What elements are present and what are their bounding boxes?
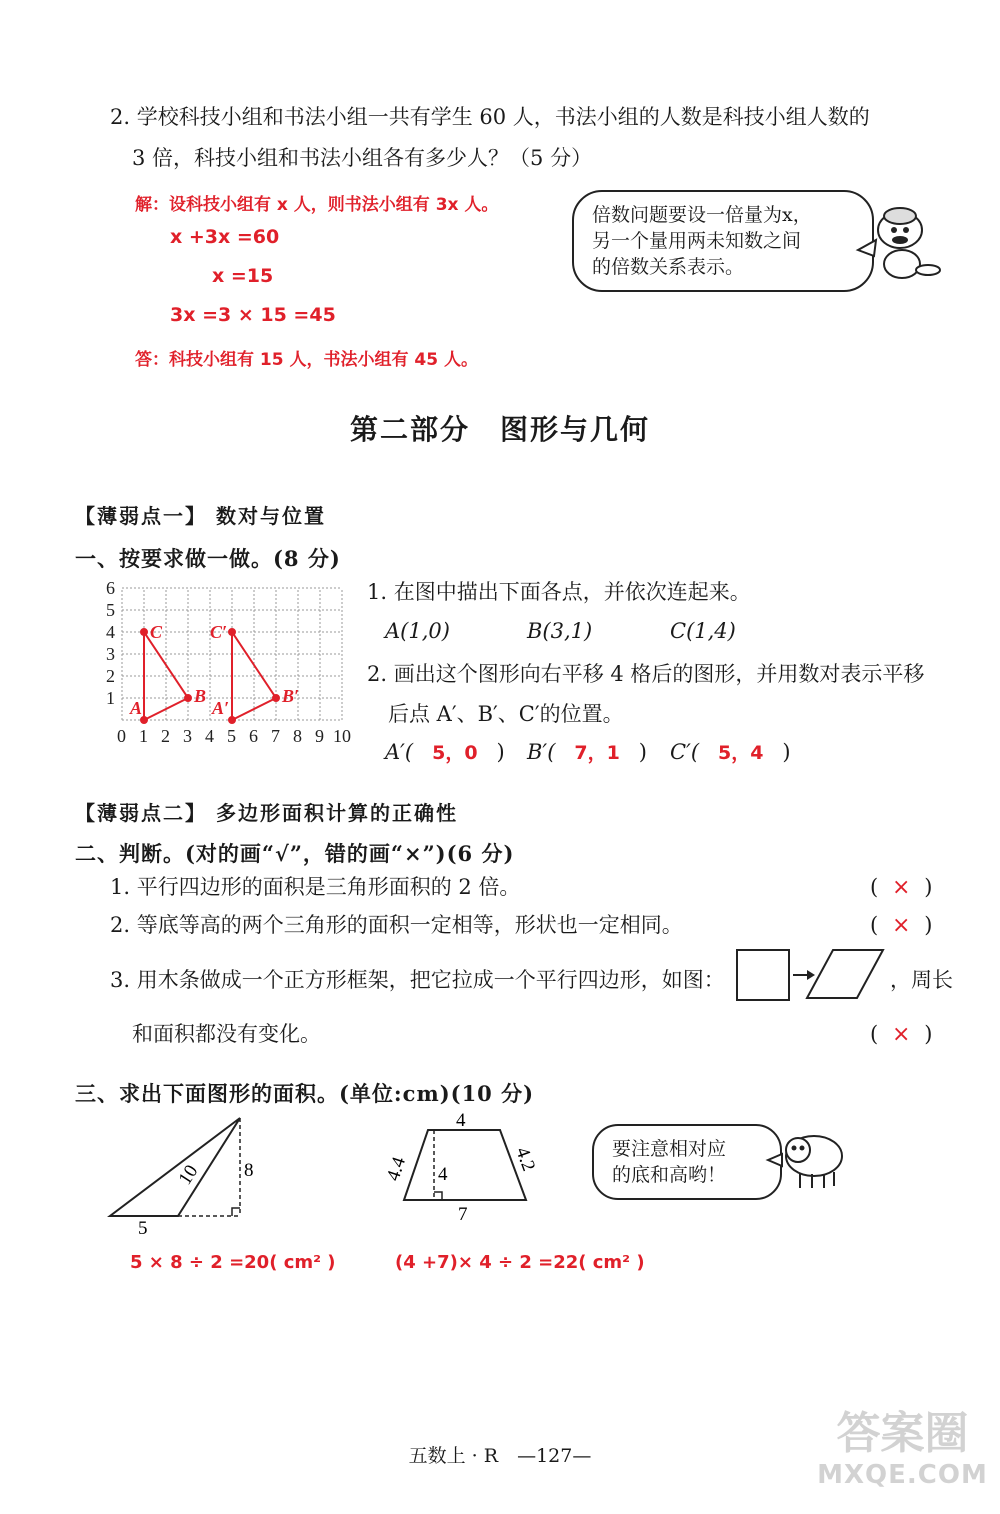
judge-answer-3: ( × ): [870, 1022, 933, 1047]
judge-answer-1: ( × ): [870, 875, 933, 900]
hint-bubble-2-line: 要注意相对应: [612, 1138, 727, 1160]
coord-a: A(1,0): [385, 619, 450, 643]
judge-item-3-tail: ，周长: [890, 968, 953, 992]
section-3-title: 三、求出下面图形的面积。(单位:cm)(10 分): [75, 1081, 535, 1106]
weak-point-1-label: 【薄弱点一】 数对与位置: [75, 504, 326, 528]
answer-label: C′(: [670, 740, 700, 764]
grid-x-label: 3: [183, 726, 192, 746]
equation-2: x =15: [212, 265, 274, 287]
part2-title: 第二部分 图形与几何: [349, 413, 650, 446]
cross-mark: ×: [891, 875, 911, 900]
square-to-parallelogram-figure: [735, 948, 885, 1004]
answer-close: ): [496, 740, 505, 764]
hint-bubble-1-line: 倍数问题要设一倍量为x，: [592, 204, 812, 226]
answer-b-prime: [527, 742, 647, 763]
watermark-top: 答案圈: [836, 1408, 969, 1459]
grid-x-label: 8: [293, 726, 302, 746]
answer-label: B′(: [527, 740, 556, 764]
section-1-title: 一、按要求做一做。(8 分): [75, 546, 341, 571]
triangle-figure: [100, 1110, 270, 1240]
triangle-vertex: [141, 629, 147, 635]
answer-value: 5，4: [717, 742, 764, 764]
judge-answer-2: ( × ): [870, 913, 933, 938]
grid-question-1: 1. 在图中描出下面各点，并依次连起来。: [367, 580, 751, 604]
answer-c-prime: [670, 742, 791, 763]
trapezoid-figure: [382, 1108, 550, 1228]
watermark-logo: [815, 1408, 990, 1490]
grid-y-label: 5: [106, 600, 115, 620]
judge-item-2: 2. 等底等高的两个三角形的面积一定相等，形状也一定相同。: [110, 913, 683, 937]
grid-x-label: 6: [249, 726, 258, 746]
grid-question-2-line1: 2. 画出这个图形向右平移 4 格后的图形，并用数对表示平移: [367, 662, 925, 686]
grid-question-2-line2: 后点 A′、B′、C′的位置。: [388, 702, 624, 726]
grid-y-label: 2: [106, 666, 115, 686]
answer-close: ): [638, 740, 647, 764]
grid-y-label: 1: [106, 688, 115, 708]
problem2-line1: 2. 学校科技小组和书法小组一共有学生 60 人，书法小组的人数是科技小组人数的: [110, 105, 870, 129]
answer-problem2: 答：科技小组有 15 人，书法小组有 45 人。: [135, 350, 478, 370]
grid-x-label: 10: [333, 726, 351, 746]
point-label: C: [150, 622, 163, 642]
point-label: A′: [212, 698, 230, 718]
grid-y-label: 3: [106, 644, 115, 664]
page-footer: 五数上 · R —127—: [408, 1445, 592, 1467]
judge-item-3: 3. 用木条做成一个正方形框架，把它拉成一个平行四边形，如图：: [110, 968, 725, 992]
hint-bubble-1-line: 另一个量用两未知数之间: [592, 230, 802, 252]
trap-left-label: 4.4: [382, 1154, 411, 1184]
grid-x-label: 9: [315, 726, 324, 746]
tri-base-label: 5: [138, 1218, 148, 1239]
triangle-vertex: [185, 695, 191, 701]
point-label: B′: [282, 686, 300, 706]
judge-item-1: 1. 平行四边形的面积是三角形面积的 2 倍。: [110, 875, 521, 899]
area-answer-1: 5 × 8 ÷ 2 =20( cm² ): [130, 1252, 336, 1273]
point-label: A: [130, 698, 143, 718]
triangle-vertex: [229, 629, 235, 635]
point-label: B: [194, 686, 207, 706]
coord-b: B(3,1): [527, 619, 593, 643]
point-label: C′: [210, 622, 228, 642]
answer-value: 5，0: [432, 742, 478, 764]
answer-a-prime: [385, 742, 505, 763]
grid-y-label: 4: [106, 622, 115, 642]
hint-bubble-2-line: 的底和高哟！: [612, 1164, 727, 1186]
answer-value: 7，1: [574, 742, 620, 764]
coord-c: C(1,4): [670, 619, 736, 643]
coordinate-grid: [100, 578, 360, 748]
hint-bubble-2: [592, 1124, 782, 1200]
trap-top-label: 4: [456, 1110, 466, 1131]
area-answer-2: (4 +7)× 4 ÷ 2 =22( cm² ): [395, 1252, 645, 1273]
grid-x-label: 5: [227, 726, 236, 746]
tri-height-label: 8: [244, 1160, 254, 1181]
triangle-vertex: [229, 717, 235, 723]
triangle-vertex: [273, 695, 279, 701]
sheep-mascot-icon: [768, 1124, 848, 1194]
grid-x-label: 1: [139, 726, 148, 746]
judge-item-3-line2: 和面积都没有变化。: [132, 1022, 321, 1046]
grid-x-label: 2: [161, 726, 170, 746]
hint-bubble-1: [572, 190, 874, 292]
weak-point-2-label: 【薄弱点二】 多边形面积计算的正确性: [75, 801, 458, 825]
cross-mark: ×: [891, 1022, 911, 1047]
equation-1: x +3x =60: [170, 226, 280, 248]
solution-setup: 解：设科技小组有 x 人，则书法小组有 3x 人。: [135, 195, 499, 215]
trap-bottom-label: 7: [458, 1204, 468, 1225]
watermark-bottom: MXQE.COM: [817, 1460, 988, 1490]
trap-height-label: 4: [438, 1164, 448, 1185]
tri-hyp-label: 10: [174, 1161, 203, 1189]
grid-x-label: 4: [205, 726, 214, 746]
answer-close: ): [782, 740, 791, 764]
problem2-line2: 3 倍，科技小组和书法小组各有多少人？（5 分）: [132, 146, 593, 170]
cross-mark: ×: [891, 913, 911, 938]
trap-right-label: 4.2: [511, 1144, 540, 1175]
section-2-title: 二、判断。(对的画“√”，错的画“×”)(6 分): [75, 841, 515, 866]
answer-label: A′(: [385, 740, 414, 764]
equation-3: 3x =3 × 15 =45: [170, 304, 336, 326]
grid-y-label: 6: [106, 578, 115, 598]
hint-bubble-1-line: 的倍数关系表示。: [592, 256, 745, 278]
duck-mascot-icon: [858, 200, 948, 285]
grid-x-label: 7: [271, 726, 280, 746]
grid-x-label: 0: [117, 726, 126, 746]
